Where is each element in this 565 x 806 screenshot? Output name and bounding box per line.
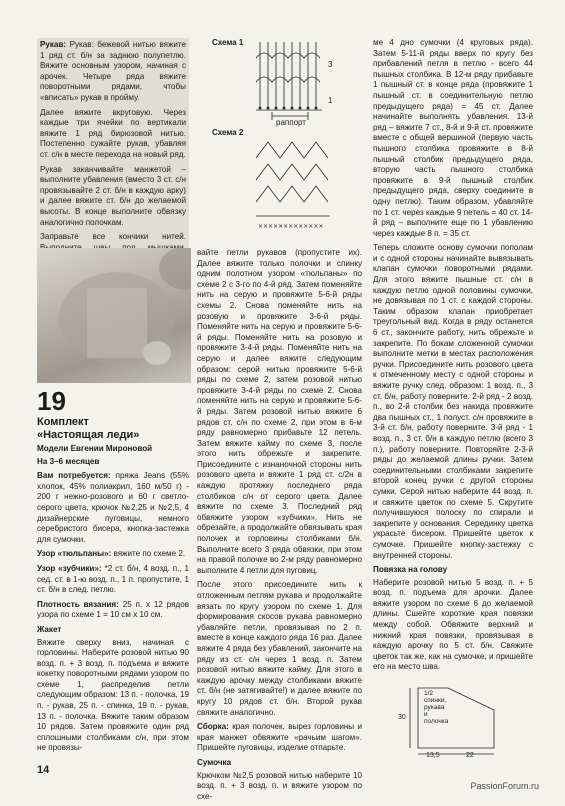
sleeve-heading: Рукав:: [40, 40, 67, 49]
pattern1-heading: Узор «тюльпаны»:: [37, 549, 112, 559]
svg-text:×××××××××××××: ×××××××××××××: [258, 223, 324, 230]
scheme-1-rapport: раппорт: [276, 118, 306, 127]
jacket-heading: Жакет: [37, 624, 62, 634]
section-title-line2: «Настоящая леди»: [37, 429, 140, 441]
pattern-schematic: [398, 680, 538, 760]
schematic-label4: полочка: [424, 718, 449, 725]
sleeve-p3: Рукав заканчивайте манжетой – выполните убавления (вместо 3 ст. с/н провязывайте 2 ст. б/н в каждую арку) и далее вяжите ст. б/н до желаемой высоты. В конце выполните обвязку аналогично полочкам.: [40, 164, 186, 227]
scheme-1-drawing: [212, 38, 362, 128]
sleeve-p2: Далее вяжите вкруговую. Через каждые три ячейки по вертикали вяжите 1 ряд бирюзовой нитью. Постепенно сужайте рукав, убавляя ст. с/н в месте перехода на новый ряд.: [40, 107, 186, 159]
assembly-heading: Сборка:: [197, 722, 229, 732]
scheme-1-label: Схема 1: [212, 38, 244, 47]
materials-heading: Вам потребуется:: [37, 471, 111, 481]
sleeve-p4: Заправьте все кончики нитей.: [40, 232, 186, 242]
scheme-2-label: Схема 2: [212, 128, 244, 137]
pattern-schematic-drawing: [398, 680, 538, 760]
col2-p1: вайте петли рукавов (пропустите их). Далее вяжите только полочки и спинку одним полотном узором «тюльпаны» по схеме 2 с 3-го по 4-й ряд. Затем поменяйте нить на серую и провяжите 5-6-й ряды схемы 2. Снова поменяйте нить на розовую и провяжите 3-6-й ряды. Поменяйте нить на серую и провяжите 5-6-й ряды. Поменяйте нить на розовую и провяжите 3-4-й ряды. Поменяйте нить на серую и далее вяжите следующим образом: серой нитью провяжите 5-6-й ряды по схеме 2, затем розовой нитью провяжите 3-4-й ряды по схеме 2. Снова поменяйте нить на серую и провяжите 5-6-й ряды. Затем розовой нитью вяжите 6 рядов ст. с/н по схеме 2, при этом в 6-м ряду равномерно прибавьте 12 петель. Затем вяжите кайму по схеме 3, после этого нить обрежьте и закрепите. Присоедините с изнаночной стороны нить розового цвета и вяжите 1 ряд ст. с/2н в каждую протяжку последнего ряда столбиков с/н от серого цвета. Далее вяжите по схеме 3. Последний ряд обвяжите узором «зубчики». Нить не обрезайте, а продолжайте обвязывать края полочек и горловины столбиками б/н. Выполните всего 3 ряда обвязки, при этом на правой полочке во 2-м ряду равномерно выполните 4 петли для пуговиц.: [197, 248, 362, 575]
col2-p2: После этого присоедините нить к отложенным петлям рукава и продолжайте вязать по кругу узором по схеме 1. Для формирования скосов рукава равномерно убавляйте петли, провязывая по 2 п. вместе в конце каждого ряда 16 раз. Далее вяжите 4 ряда без убавлений, закончите на ряду из ст. с/н через 1 возд. п. Затем розовой нитью вяжите кайму. Для этого в каждую арочку между столбиками вяжите ст. б/н (не затягивайте!) и далее вяжите по кругу 10 рядов ст. б/н. Второй рукав свяжите аналогично.: [197, 580, 362, 717]
pattern1-text: вяжите по схеме 2.: [111, 549, 186, 559]
bag-text: Крючком №2,5 розовой нитью наберите 10 возд. п. + 3 возд. п. и вяжите узором по схе-: [197, 770, 362, 801]
density-text: 25 п. х 12 рядов узора по схеме 1 = 10 см х 10 см.: [37, 599, 190, 620]
schematic-label1: спинки,: [424, 697, 447, 704]
section-title-line1: Комплект: [37, 416, 89, 428]
jacket-photo: [37, 248, 191, 383]
section-number: 19: [37, 386, 66, 416]
scheme-1-row1: 1: [328, 96, 333, 105]
schematic-label2: рукава: [424, 704, 445, 711]
page-number: 14: [37, 764, 50, 776]
site-watermark: PassionForum.ru: [470, 781, 539, 791]
col3-p1: ме 4 дно сумочки (4 круговых ряда). Затем 5-11-й ряды вверх по кругу без прибавлений петля в петлю - всего 44 пышных столбика. В 12-м ряду прибавьте 1 пышный ст. в конце ряда (провяжите 1 пышный ст. в соединительную петлю предыдущего ряда) = 45 ст. Далее начинайте выполнять убавления. 13-й ряд – вяжите 7 ст., 8-й и 9-й ст. провяжите вместе с общей вершиной (первую часть пышного столбика провяжите в 8-й пышный столбик предыдущего ряда, вторую часть пышного столбика провяжите в 9-й пышный столбик предыдущего ряда, сверху соедините в одну петлю). Таким образом, убавляйте по 1 ст. через каждые 9 петель = 40 ст. 14-й ряд – выполните еще по 1 убавлению через каждые 8 п. = 35 ст.: [373, 38, 533, 238]
schematic-fraction: 1/2: [424, 690, 434, 697]
bag-column: [373, 38, 533, 677]
pattern2-text: *2 ст. б/н, 4 возд. п., 1 сед. ст. в 1-ю возд. п., 1 п. пропустите, 1 ст. б/н в след. петлю.: [37, 563, 190, 595]
schematic-height: 30: [398, 714, 406, 721]
density-heading: Плотность вязания:: [37, 599, 119, 609]
schematic-width2: 22: [466, 752, 474, 759]
sleeve-instructions: [37, 38, 189, 276]
assembly-text: края полочек, вырез горловины и края манжет обвяжите «рачьим шагом». Пришейте пуговицы, изделие отпарьте.: [197, 722, 362, 753]
col3-p2: Теперь сложите основу сумочки пополам и с одной стороны начинайте вывязывать клапан сумочки поворотными рядами. Для этого вяжите пышные ст. с/н в каждую петлю одной половины сумочки, не довязывая по 1 ст. с каждой стороны. Таким образом клапан приобретает треугольный вид. Когда в ряду останется 6 ст., закончите работу, нить обрежьте и закрепите. По бокам сложенной сумочки выполните метки в местах расположения ручки. Присоедините нить розового цвета к отмеченному месту с одной стороны и вяжите ручку след. образом: 1 возд. п., 3 ст. б/н, работу поверните. 2-й ряд - 2 возд. п., во 2-й столбик без накида провяжите два пышных ст., 1 полуст. с/н провяжите в 3-й ст. б/н, работу поверните. 3-й ряд - 1 возд. п., 3 ст. б/н в каждую петлю (всего 3 п.), работу поверните. Повторяйте 2-3-й ряды до желаемой длины ручки. Затем соединительными столбиками закрепите второй конец ручки с другой стороны сумки. Серой нитью наберите 44 возд. п. и свяжите цветок по схеме 5. Скрутите получившуюся полоску по спирали и закрепите у основания. Серединку цветка украсьте бисером. Пришейте цветок к сумочке. Пришейте кнопку-застежку с внутренней стороны.: [373, 243, 533, 560]
jacket-illustration: [37, 248, 191, 383]
bag-heading: Сумочка: [197, 757, 232, 767]
scheme-2-drawing: [212, 128, 362, 240]
headband-heading: Повязка на голову: [373, 565, 448, 575]
headband-text: Наберите розовой нитью 5 возд. п. + 5 возд. п. подъема для арочки. Далее вяжите узором по схеме 6 до желаемой длины. Сшейте короткие края повязки между собой. Обвяжите верхний и нижний края повязки, провязывая в каждую арочку по 5 ст. б/н. Свяжите цветок так же, как на сумочке, и пришейте его на место шва.: [373, 577, 533, 672]
author: Модели Евгении Мироновой: [37, 444, 153, 453]
assembly-column: [197, 248, 362, 806]
scheme-1: [212, 38, 362, 128]
schematic-width1: 13,5: [426, 752, 440, 759]
scheme-1-row3: 3: [328, 60, 333, 69]
age: На 3–6 месяцев: [37, 456, 100, 466]
pattern2-heading: Узор «зубчики»:: [37, 563, 102, 573]
schematic-label3: и: [424, 711, 428, 718]
sleeve-p1: Рукав: бежевой нитью вяжите 1 ряд ст. б/н за заднюю полупетлю. Вяжите основным узором, начиная с арочек. Четыре ряда вяжите поворотными рядами, чтобы «вписать» рукав в пройму.: [40, 40, 186, 102]
scheme-2: [212, 128, 362, 240]
jacket-text: Вяжите сверху вниз, начиная с горловины. Наберите розовой нитью 90 возд. п. + 3 возд. п. подъема и вяжите кокетку поворотными рядами узором по схеме 1, распределив петли следующим образом: 13 п. - полочка, 19 п. - рукав, 25 п. - спинка, 19 п. - рукав, 13 п. - полочка. Вяжите таким образом 10 рядов. Затем провяжите один ряд сплошными столбиками с/н, при этом не провязы-: [37, 637, 190, 753]
materials-column: [37, 444, 189, 758]
materials-text: пряжа Jeans (55% хлопок, 45% полиакрил, 160 м/50 г) - 200 г нежно-розового и 60 г светло-серого цвета, крючок №2,25 и №2,5, 4 дизайнерские пуговицы, немного серебристого бисера, кнопка-застежка для сумочки.: [37, 471, 189, 544]
schematic-labels: [424, 690, 448, 725]
section-title: [37, 416, 139, 442]
